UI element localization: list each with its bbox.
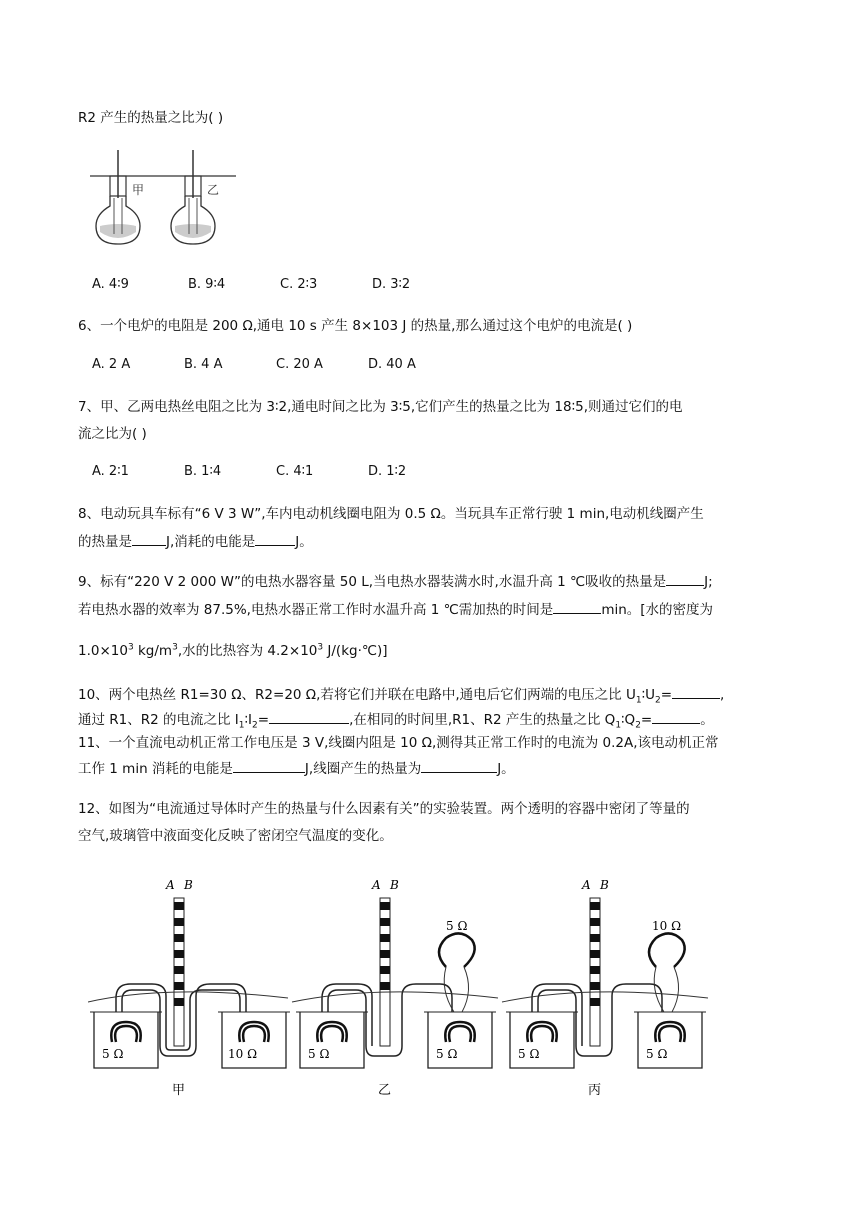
q5-option-c: C. 2∶3: [280, 277, 318, 292]
q10-sub-6: 2: [635, 720, 641, 731]
q8-text-b: J,消耗的电能是: [166, 534, 256, 550]
q12-line1: 12、如图为“电流通过导体时产生的热量与什么因素有关”的实验装置。两个透明的容器中密闭了等量的: [78, 801, 690, 817]
q6-option-a: A. 2 A: [92, 357, 131, 372]
flask-figure: [88, 148, 238, 248]
q10-text-a: 10、两个电热丝 R1=30 Ω、R2=20 Ω,若将它们并联在电路中,通电后它们两端的电压之比 U: [78, 687, 636, 703]
q11-text-c: J。: [497, 761, 515, 777]
panel-bing-right-res: 5 Ω: [646, 1047, 668, 1061]
flask-label-jia: 甲: [132, 183, 145, 197]
q9-blank-heat[interactable]: [666, 571, 704, 586]
tube-label-a-2: A: [372, 878, 381, 892]
q7-line1: 7、甲、乙两电热丝电阻之比为 3∶2,通电时间之比为 3∶5,它们产生的热量之比为 18∶5,则通过它们的电: [78, 399, 683, 415]
q9-line3: [78, 641, 388, 661]
panel-bing: [502, 878, 708, 1098]
q10-text-d: ,: [720, 687, 725, 703]
q5-option-d: D. 3∶2: [372, 277, 411, 292]
flask-jia: [96, 150, 140, 244]
panel-bing-extra-res: 10 Ω: [652, 919, 682, 933]
q10-text-i: ∶Q: [621, 712, 636, 728]
q9-text-a: 9、标有“220 V 2 000 W”的电热水器容量 50 L,当电热水器装满水时,水温升高 1 ℃吸收的热量是: [78, 574, 667, 590]
q9-density-text: 1.0×10: [78, 643, 128, 659]
q10-text-c: =: [660, 687, 673, 703]
q9-heatcap-unit: J/(kg·℃)]: [323, 643, 388, 659]
q10-sub-1: 1: [635, 695, 642, 706]
q7-line2: 流之比为( ): [78, 426, 147, 442]
q8-line2: [78, 531, 313, 552]
q9-text-c: 若电热水器的效率为 87.5%,电热水器正常工作时水温升高 1 ℃需加热的时间是: [78, 602, 554, 618]
q10-text-b: ∶U: [641, 687, 655, 703]
tube-label-b-3: B: [600, 878, 609, 892]
q9-exp-1: 3: [127, 642, 134, 653]
q7-option-d: D. 1∶2: [368, 464, 407, 479]
flask-yi: [171, 150, 215, 244]
q10-blank-heat[interactable]: [652, 709, 700, 724]
q9-exp-2: 3: [172, 642, 178, 653]
q6-option-c: C. 20 A: [276, 357, 323, 372]
q11-blank-energy[interactable]: [233, 758, 305, 773]
q10-text-g: =: [257, 712, 270, 728]
q11-text-b: J,线圈产生的热量为: [304, 761, 422, 777]
q8-line1: 8、电动玩具车标有“6 V 3 W”,车内电动机线圈电阻为 0.5 Ω。当玩具车正常行驶 1 min,电动机线圈产生: [78, 506, 704, 522]
q10-sub-4: 2: [252, 720, 258, 731]
q10-line2: [78, 709, 714, 730]
q10-text-j: =: [640, 712, 653, 728]
q10-blank-voltage[interactable]: [672, 684, 720, 699]
tube-label-a: A: [166, 878, 175, 892]
q10-line1: [78, 684, 724, 705]
panel-yi-extra-res: 5 Ω: [446, 919, 468, 933]
q10-sub-3: 1: [238, 720, 245, 731]
q10-text-k: 。: [700, 712, 714, 728]
q6-options: [92, 357, 416, 372]
q9-text-d: min。[水的密度为: [601, 602, 714, 618]
q8-blank-energy[interactable]: [255, 531, 295, 546]
q11-blank-heat[interactable]: [421, 758, 497, 773]
panel-yi-caption: 乙: [378, 1083, 392, 1098]
q9-line2: [78, 599, 713, 620]
panel-yi-left-res: 5 Ω: [308, 1047, 330, 1061]
q12-line2: 空气,玻璃管中液面变化反映了密闭空气温度的变化。: [78, 828, 393, 844]
panel-bing-caption: 丙: [588, 1083, 602, 1098]
panel-yi-right-res: 5 Ω: [436, 1047, 458, 1061]
q7-option-c: C. 4∶1: [276, 464, 314, 479]
panel-yi: [292, 878, 498, 1098]
q11-line2: [78, 758, 515, 779]
tube-label-b-2: B: [390, 878, 399, 892]
tube-label-a-3: A: [582, 878, 591, 892]
experiment-figure: [88, 872, 728, 1102]
q10-text-h: ,在相同的时间里,R1、R2 产生的热量之比 Q: [349, 712, 616, 728]
q7-option-a: A. 2∶1: [92, 464, 129, 479]
q6-stem: 6、一个电炉的电阻是 200 Ω,通电 10 s 产生 8×103 J 的热量,那么通过这个电炉的电流是( ): [78, 318, 633, 334]
q9-exp-3: 3: [317, 642, 324, 653]
panel-jia-right-res: 10 Ω: [228, 1047, 258, 1061]
q10-text-e: 通过 R1、R2 的电流之比 I: [78, 712, 239, 728]
q5-stem-tail: R2 产生的热量之比为( ): [78, 110, 224, 126]
q10-sub-2: 2: [655, 695, 661, 706]
q5-options: [92, 277, 410, 292]
q9-heatcap-text: ,水的比热容为 4.2×10: [177, 643, 318, 659]
q8-blank-heat[interactable]: [132, 531, 166, 546]
q8-text-a: 的热量是: [78, 534, 132, 550]
q6-option-d: D. 40 A: [368, 357, 416, 372]
q6-option-b: B. 4 A: [184, 357, 223, 372]
panel-bing-left-res: 5 Ω: [518, 1047, 540, 1061]
q10-blank-current[interactable]: [269, 709, 349, 724]
q11-text-a: 工作 1 min 消耗的电能是: [78, 761, 233, 777]
tube-label-b: B: [184, 878, 193, 892]
q10-text-f: ∶I: [244, 712, 253, 728]
q11-line1: 11、一个直流电动机正常工作电压是 3 V,线圈内阻是 10 Ω,测得其正常工作时的电流为 0.2A,该电动机正常: [78, 735, 719, 751]
flask-label-yi: 乙: [207, 183, 220, 197]
q8-text-c: J。: [295, 534, 313, 550]
q9-blank-time[interactable]: [553, 599, 601, 614]
q7-option-b: B. 1∶4: [184, 464, 222, 479]
q5-option-b: B. 9∶4: [188, 277, 226, 292]
q9-line1: [78, 571, 713, 592]
q10-sub-5: 1: [615, 720, 622, 731]
panel-jia-left-res: 5 Ω: [102, 1047, 124, 1061]
panel-jia: [88, 878, 290, 1098]
q9-density-unit: kg/m: [133, 643, 173, 659]
q5-option-a: A. 4∶9: [92, 277, 129, 292]
q9-text-b: J;: [704, 574, 713, 590]
q7-options: [92, 464, 406, 479]
panel-jia-caption: 甲: [172, 1083, 186, 1098]
